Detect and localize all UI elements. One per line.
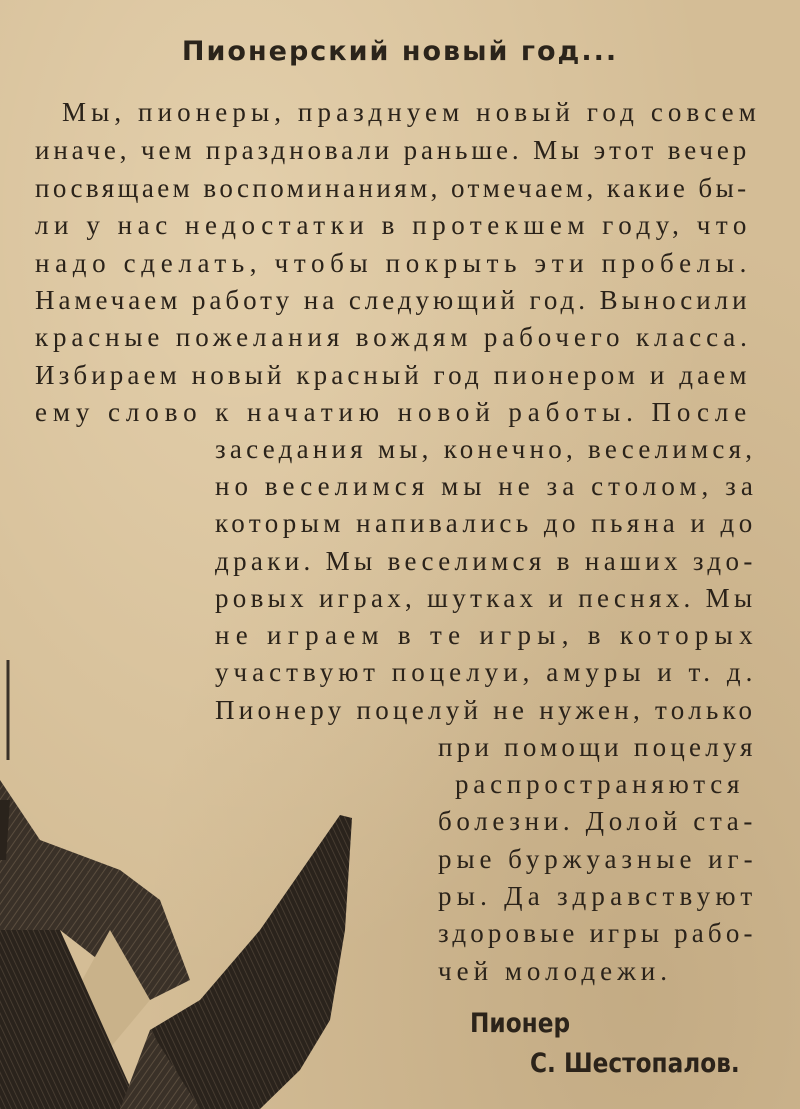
text-line: распространяются xyxy=(455,769,745,799)
text-line: ему слово к начатию новой работы. После xyxy=(35,397,753,427)
text-line: красные пожелания вождям рабочего класса. xyxy=(35,322,752,352)
text-line: ры. Да здравствуют xyxy=(438,881,758,911)
text-line: Избираем новый красный год пионером и даем xyxy=(35,360,751,390)
text-line: ровых играх, шутках и песнях. Мы xyxy=(215,583,757,613)
text-line: при помощи поцелуя xyxy=(438,732,757,762)
text-line: ли у нас недостатки в протекшем году, что xyxy=(35,210,752,240)
text-line: драки. Мы веселимся в наших здо- xyxy=(215,546,757,576)
signature-name: С. Шестопалов. xyxy=(530,1048,740,1079)
woodcut-star-drawing-icon xyxy=(0,600,370,1109)
text-line: участвуют поцелуи, амуры и т. д. xyxy=(215,657,758,687)
text-line: посвящаем воспоминаниям, отмечаем, какие бы- xyxy=(35,173,750,203)
text-line: болезни. Долой ста- xyxy=(438,806,758,836)
text-line: Мы, пионеры, празднуем новый год совсем xyxy=(62,97,761,127)
text-line: Намечаем работу на следующий год. Выносили xyxy=(35,285,751,315)
text-line: заседания мы, конечно, веселимся, xyxy=(215,434,757,464)
text-line: чей молодежи. xyxy=(438,956,672,986)
text-line: Пионеру поцелуй не нужен, только xyxy=(215,695,757,725)
text-line: рые буржуазные иг- xyxy=(438,844,758,874)
signature-role: Пионер xyxy=(470,1008,571,1039)
text-line: не играем в те игры, в которых xyxy=(215,620,759,650)
text-line: но веселимся мы не за столом, за xyxy=(215,471,758,501)
text-line: надо сделать, чтобы покрыть эти пробелы. xyxy=(35,248,753,278)
text-line: иначе, чем праздновали раньше. Мы этот вечер xyxy=(35,135,751,165)
text-line: здоровые игры рабо- xyxy=(438,918,757,948)
text-line: которым напивались до пьяна и до xyxy=(215,508,757,538)
article-title: Пионерский новый год... xyxy=(181,36,619,67)
